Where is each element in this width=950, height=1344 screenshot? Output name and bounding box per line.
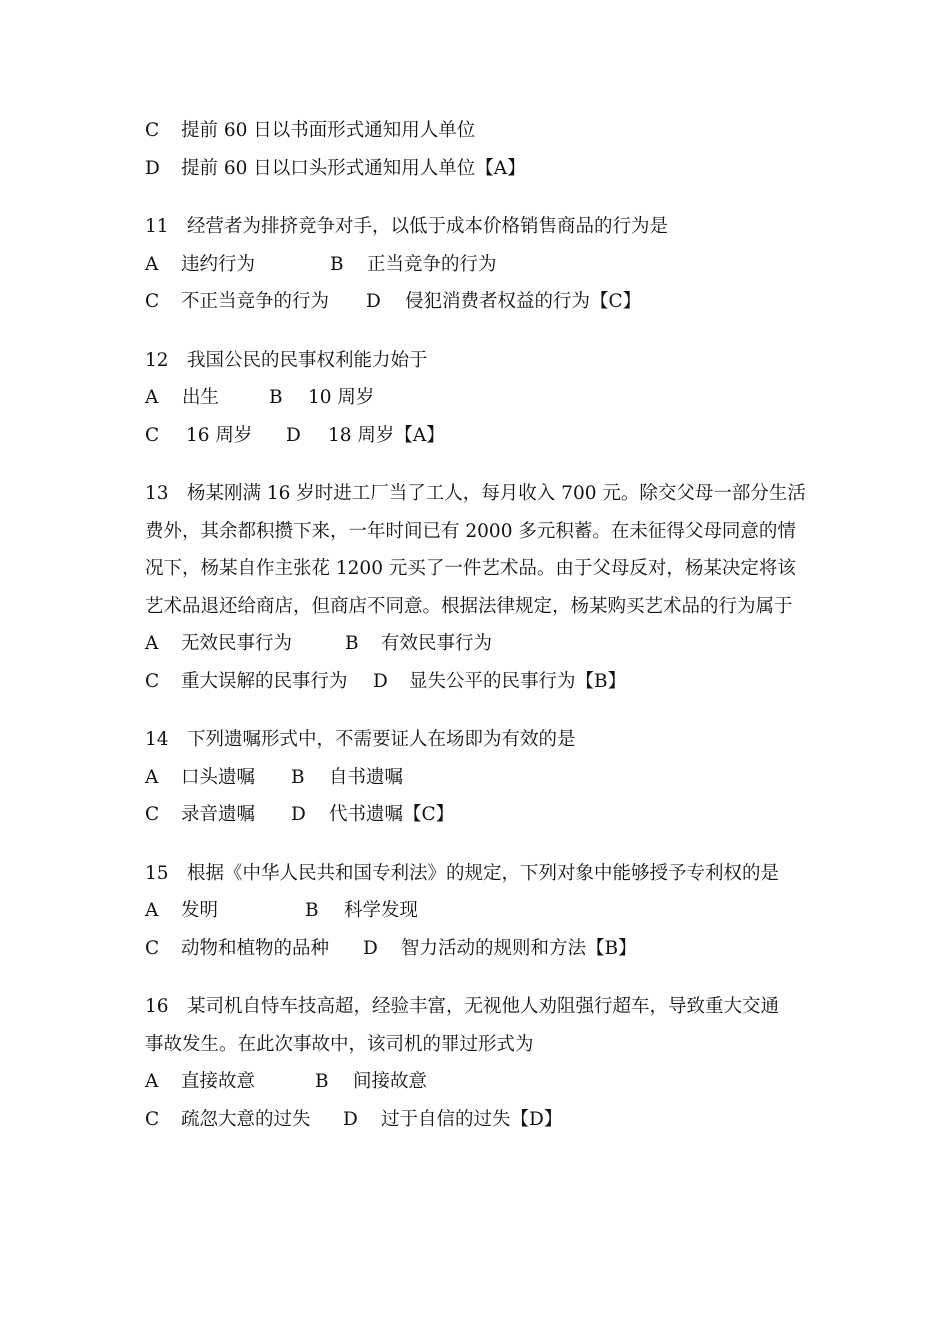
text: 侵犯消费者权益的行为【C】 bbox=[405, 291, 642, 312]
label: C bbox=[145, 937, 160, 959]
text: 艺术品退还给商店，但商店不同意。根据法律规定，杨某购买艺术品的行为属于 bbox=[145, 595, 793, 617]
label: D bbox=[363, 937, 378, 959]
label: B bbox=[291, 766, 305, 788]
label: 11 bbox=[145, 216, 169, 237]
text: 直接故意 bbox=[181, 1071, 256, 1092]
text: 动物和植物的品种 bbox=[181, 937, 330, 959]
label: B bbox=[345, 633, 359, 654]
text: 显失公平的民事行为【B】 bbox=[409, 670, 627, 692]
option-line bbox=[145, 1101, 815, 1139]
label: 13 bbox=[145, 483, 169, 504]
option-line bbox=[145, 150, 815, 188]
text: 智力活动的规则和方法【B】 bbox=[401, 937, 637, 959]
text: 违约行为 bbox=[181, 253, 256, 275]
question-line bbox=[145, 342, 815, 380]
paragraph-gap bbox=[145, 454, 815, 475]
text: 费外，其余都积攒下来，一年时间已有 2000 多元积蓄。在未征得父母同意的情 bbox=[145, 520, 796, 542]
label: B bbox=[305, 900, 319, 921]
label: B bbox=[269, 387, 283, 408]
label: D bbox=[145, 157, 160, 179]
label: A bbox=[145, 387, 159, 408]
question-line bbox=[145, 988, 815, 1026]
paragraph-gap bbox=[145, 321, 815, 342]
label: C bbox=[145, 670, 160, 692]
option-line bbox=[145, 930, 815, 968]
label: 14 bbox=[145, 729, 169, 750]
text: 16 周岁 bbox=[186, 424, 253, 446]
text: 经营者为排挤竞争对手，以低于成本价格销售商品的行为是 bbox=[187, 216, 669, 237]
text: 提前 60 日以口头形式通知用人单位【A】 bbox=[181, 157, 526, 179]
text: 有效民事行为 bbox=[381, 633, 493, 654]
paragraph-gap bbox=[145, 187, 815, 208]
label: D bbox=[291, 804, 306, 825]
text: 不正当竞争的行为 bbox=[181, 291, 330, 312]
label: A bbox=[145, 900, 159, 921]
option-line bbox=[145, 796, 815, 834]
text-line bbox=[145, 550, 815, 588]
text: 科学发现 bbox=[344, 900, 419, 921]
label: D bbox=[343, 1108, 358, 1130]
option-line bbox=[145, 759, 815, 797]
label: D bbox=[286, 424, 301, 446]
text: 疏忽大意的过失 bbox=[181, 1108, 311, 1130]
text: 间接故意 bbox=[353, 1071, 428, 1092]
label: A bbox=[145, 633, 159, 654]
text: 无效民事行为 bbox=[181, 633, 293, 654]
text: 下列遗嘱形式中，不需要证人在场即为有效的是 bbox=[187, 729, 576, 750]
label: B bbox=[315, 1071, 329, 1092]
label: C bbox=[145, 120, 160, 141]
option-line bbox=[145, 663, 815, 701]
text: 某司机自恃车技高超，经验丰富，无视他人劝阻强行超车，导致重大交通 bbox=[187, 996, 780, 1017]
text: 过于自信的过失【D】 bbox=[381, 1108, 563, 1130]
label: C bbox=[145, 424, 160, 446]
text: 10 周岁 bbox=[308, 387, 375, 408]
question-line bbox=[145, 855, 815, 893]
text: 况下，杨某自作主张花 1200 元买了一件艺术品。由于父母反对，杨某决定将该 bbox=[145, 558, 796, 579]
text: 根据《中华人民共和国专利法》的规定，下列对象中能够授予专利权的是 bbox=[187, 862, 780, 884]
question-line bbox=[145, 208, 815, 246]
label: A bbox=[145, 1071, 159, 1092]
label: A bbox=[145, 253, 159, 275]
option-line bbox=[145, 892, 815, 930]
text-line bbox=[145, 588, 815, 626]
label: 15 bbox=[145, 862, 169, 884]
label: D bbox=[366, 291, 381, 312]
option-line bbox=[145, 417, 815, 455]
text-line bbox=[145, 1026, 815, 1064]
label: A bbox=[145, 766, 159, 788]
paragraph-gap bbox=[145, 700, 815, 721]
option-line bbox=[145, 1063, 815, 1101]
paragraph-gap bbox=[145, 967, 815, 988]
label: 16 bbox=[145, 996, 169, 1017]
question-line bbox=[145, 721, 815, 759]
question-line bbox=[145, 475, 815, 513]
text: 自书遗嘱 bbox=[329, 766, 404, 788]
label: B bbox=[330, 253, 344, 275]
text: 重大误解的民事行为 bbox=[181, 670, 348, 692]
text: 18 周岁【A】 bbox=[328, 424, 445, 446]
option-line bbox=[145, 246, 815, 284]
text: 口头遗嘱 bbox=[181, 766, 256, 788]
text-line bbox=[145, 513, 815, 551]
text: 出生 bbox=[182, 387, 220, 408]
label: C bbox=[145, 291, 160, 312]
text: 代书遗嘱【C】 bbox=[329, 804, 455, 825]
label: C bbox=[145, 1108, 160, 1130]
option-line bbox=[145, 625, 815, 663]
text: 我国公民的民事权利能力始于 bbox=[187, 349, 428, 371]
document-page bbox=[145, 112, 815, 1138]
label: 12 bbox=[145, 349, 169, 371]
label: D bbox=[373, 670, 388, 692]
text: 事故发生。在此次事故中，该司机的罪过形式为 bbox=[145, 1033, 534, 1055]
text: 录音遗嘱 bbox=[181, 804, 256, 825]
text: 提前 60 日以书面形式通知用人单位 bbox=[181, 120, 476, 141]
text: 正当竞争的行为 bbox=[367, 253, 497, 275]
option-line bbox=[145, 112, 815, 150]
text: 杨某刚满 16 岁时进工厂当了工人，每月收入 700 元。除交父母一部分生活 bbox=[187, 483, 806, 504]
option-line bbox=[145, 283, 815, 321]
option-line bbox=[145, 379, 815, 417]
text: 发明 bbox=[181, 900, 219, 921]
label: C bbox=[145, 804, 160, 825]
paragraph-gap bbox=[145, 834, 815, 855]
